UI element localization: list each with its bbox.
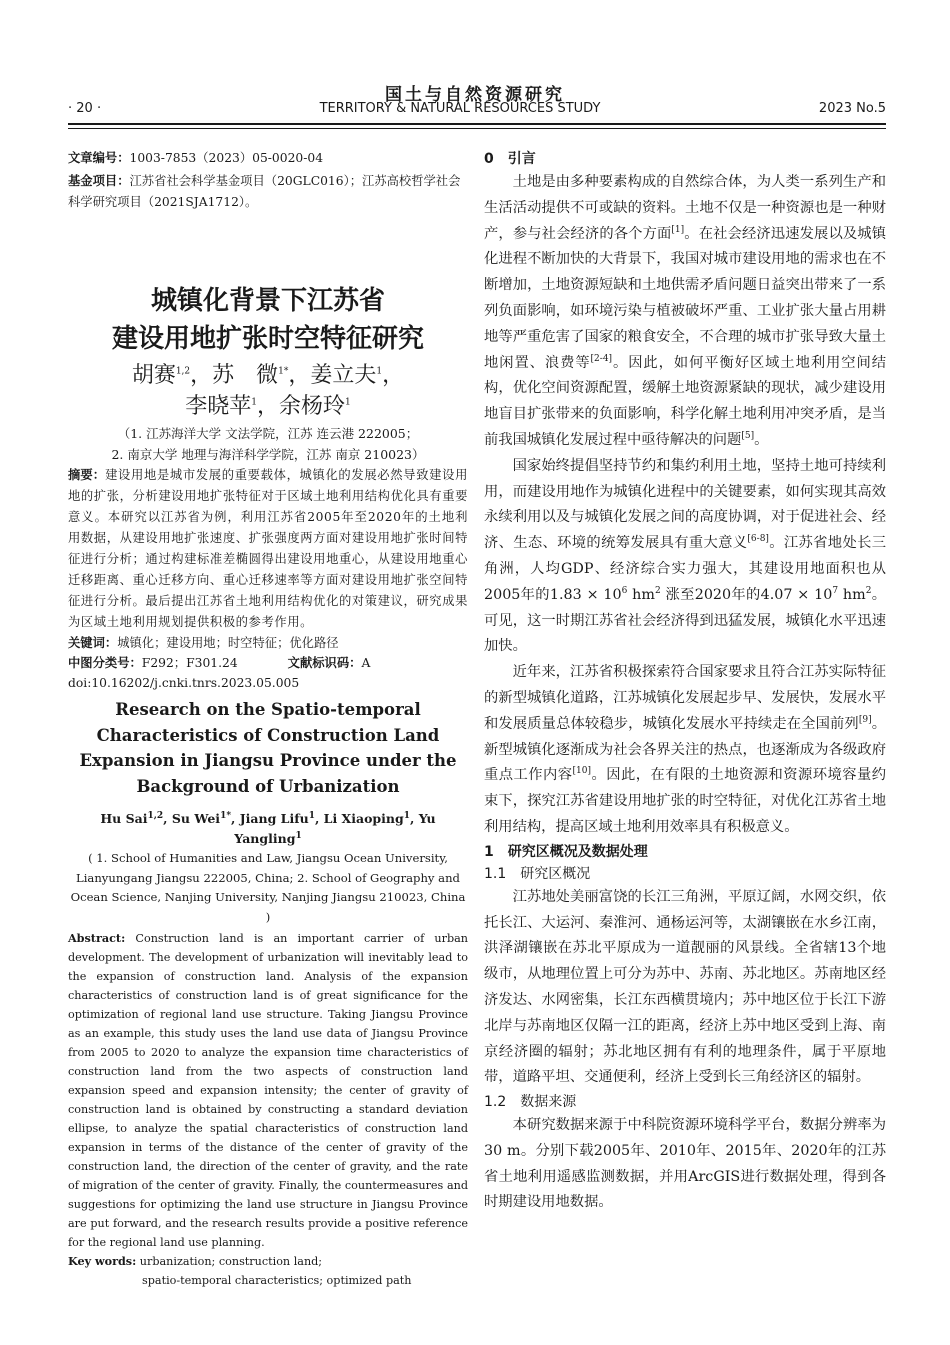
journal-title-zh: 国土与自然资源研究 [385, 85, 565, 105]
authors-zh: 胡赛$^{1,2}$，苏 微$^{1*}$，姜立夫$^1$， 李晓苹$^1$，余杨玲$^1$ [131, 363, 405, 419]
affiliations-en: ( 1. School of Humanities and Law, Jiangsu Ocean University, Lianyungang Jiangsu 222005, China; 2. School of Geography and Ocean Science, Nanjing University, Nanjing Jiangsu 210023, China ) [70, 851, 466, 924]
article-number: 文章编号：1003-7853（2023）05-0020-04 [68, 151, 324, 165]
paragraph-3: 近年来，江苏省积极探索符合国家要求且符合江苏实际特征的新型城镇化道路，江苏城镇化发展起步早、发展快，发展水平和发展质量总体较稳步，城镇化发展水平持续走在全国前列[9]。新型城镇化逐渐成为社会各界关注的热点，也逐渐成为各级政府重点工作内容[10]。因此，在有限的土地资源和资源环境容量约束下，探究江苏省建设用地扩张的时空特征，对优化江苏省土地利用结构，提高区域土地利用效率具有积极意义。 [484, 664, 887, 835]
affiliations-zh: （1. 江苏海洋大学 文法学院，江苏 连云港 222005； 2. 南京大学 地理与海洋科学学院，江苏 南京 210023） [111, 426, 425, 462]
journal-title-en: TERRITORY & NATURAL RESOURCES STUDY [319, 101, 601, 116]
paper-title-zh: 城镇化背景下江苏省 建设用地扩张时空特征研究 [111, 286, 424, 354]
header-rule-thin [68, 128, 886, 129]
paragraph-5: 本研究数据来源于中科院资源环境科学平台，数据分辨率为30 m。分别下载2005年、2010年、2015年、2020年的江苏省土地利用遥感监测数据，并用ArcGIS进行数据处理，得到各时期建设用地数据。 [484, 1117, 886, 1211]
paragraph-2: 国家始终提倡坚持节约和集约利用土地，坚持土地可持续利用，而建设用地作为城镇化进程中的关键要素，如何实现其高效永续利用以及与城镇化发展之间的高度协调，对于促进社会、经济、生态、环境的统筹发展具有重大意义[6-8]。江苏省地处长三角洲，人均GDP、经济综合实力强大，其建设用地面积也从2005年的$1.83 \times 10^6$ $hm^2$ 涨至2020年的$4.07 \times 10^7$ $hm^2$。可见，这一时期江苏省社会经济得到迅猛发展，城镇化水平迅速加快。 [484, 457, 887, 655]
paragraph-4: 江苏地处美丽富饶的长江三角洲，平原辽阔，水网交织，依托长江、大运河、秦淮河、通杨运河等，太湖镶嵌在水乡江南，洪泽湖镶嵌在苏北平原成为一道靓丽的风景线。全省辖13个地级市，从地理位置上可分为苏中、苏南、苏北地区。苏南地区经济发达、水网密集，长江东西横贯境内；苏中地区位于长江下游北岸与苏南地区仅隔一江的距离，经济上苏中地区受到上海、南京经济圈的辐射；苏北地区拥有有利的地理条件，属于平原地带，道路平坦、交通便利，经济上受到长三角经济区的辐射。 [484, 888, 886, 1086]
subsection-heading-data-source: 1.2 数据来源 [484, 1094, 577, 1111]
issue-number: 2023 No.5 [818, 101, 886, 116]
classification: 中图分类号：F292；F301.24 文献标识码：A [68, 656, 371, 670]
doi: doi:10.16202/j.cnki.tnrs.2023.05.005 [68, 676, 300, 690]
right-column [484, 148, 886, 1216]
left-column [68, 148, 468, 1290]
abstract-en: Abstract: Construction land is an important carrier of urban development. The development of urbanization will inevitably lead to the expansion of construction land. Analysis of the expansion characteristics of construction land is of great significance for the optimization of regional land use structure. Taking Jiangsu Province as an example, this study uses the land use data of Jiangsu Province from 2005 to 2020 to analyze the expansion time characteristics of construction land from the two aspects of construction land expansion speed and expansion intensity; the center of gravity of construction land is obtained by constructing a standard deviation ellipse, to analyze the spatial characteristics of construction land expansion in terms of the distance of the center of gravity of the construction land, the direction of the center of gravity, and the rate of migration of the center of gravity. Finally, the countermeasures and suggestions for optimizing the land use structure in Jiangsu Province are put forward, and the research results provide a positive reference for the regional land use planning. [68, 931, 468, 1249]
paragraph-1: 土地是由多种要素构成的自然综合体，为人类一系列生产和生活活动提供不可或缺的资料。土地不仅是一种资源也是一种财产，参与社会经济的各个方面[1]。在社会经济迅速发展以及城镇化进程不断加快的大背景下，我国对城市建设用地的需求也在不断增加，土地资源短缺和土地供需矛盾问题日益突出带来了一系列负面影响，如环境污染与植被破坏严重、工业扩张大量占用耕地等严重危害了国家的粮食安全，不合理的城市扩张导致大量土地闲置、浪费等[2-4]。因此，如何平衡好区域土地利用空间结构，优化空间资源配置，缓解土地资源紧缺的现状，减少建设用地盲目扩张带来的负面影响，科学化解土地利用冲突矛盾，是当前我国城镇化发展过程中亟待解决的问题[5]。 [484, 174, 887, 448]
keywords-en: Key words: urbanization; construction land; spatio-temporal characteristics; optimized path [68, 1254, 412, 1287]
fund-info: 基金项目：江苏省社会科学基金项目（20GLC016）；江苏高校哲学社会科学研究项目（2021SJA1712）。 [68, 174, 461, 209]
subsection-heading-overview: 1.1 研究区概况 [484, 865, 591, 882]
section-heading-study-area: 1 研究区概况及数据处理 [484, 843, 648, 860]
running-header [68, 101, 886, 116]
keywords-zh: 关键词：城镇化；建设用地；时空特征；优化路径 [68, 636, 339, 650]
abstract-zh: 摘要：建设用地是城市发展的重要载体，城镇化的发展必然导致建设用地的扩张，分析建设用地扩张特征对于区域土地利用结构优化具有重要意义。本研究以江苏省为例，利用江苏省2005年至2020年的土地利用数据，从建设用地扩张速度、扩张强度两方面对建设用地扩张时间特征进行分析；通过构建标准差椭圆得出建设用地重心，从建设用地重心迁移距离、重心迁移方向、重心迁移速率等方面对建设用地扩张空间特征进行分析。最后提出江苏省土地利用结构优化的对策建议，研究成果为区域土地利用规划提供积极的参考作用。 [68, 468, 468, 629]
authors-en: Hu Sai$^{1,2}$, Su Wei$^{1*}$, Jiang Lifu$^1$, Li Xiaoping$^1$, Yu Yangling$^1$ [100, 810, 436, 846]
section-heading-introduction: 0 引言 [484, 151, 536, 167]
page-number: · 20 · [68, 101, 102, 116]
header-rule [68, 123, 886, 125]
paper-title-en: Research on the Spatio-temporal Characteristics of Construction Land Expansion in Jiangsu Province under the Background of Urbanization [79, 700, 457, 796]
